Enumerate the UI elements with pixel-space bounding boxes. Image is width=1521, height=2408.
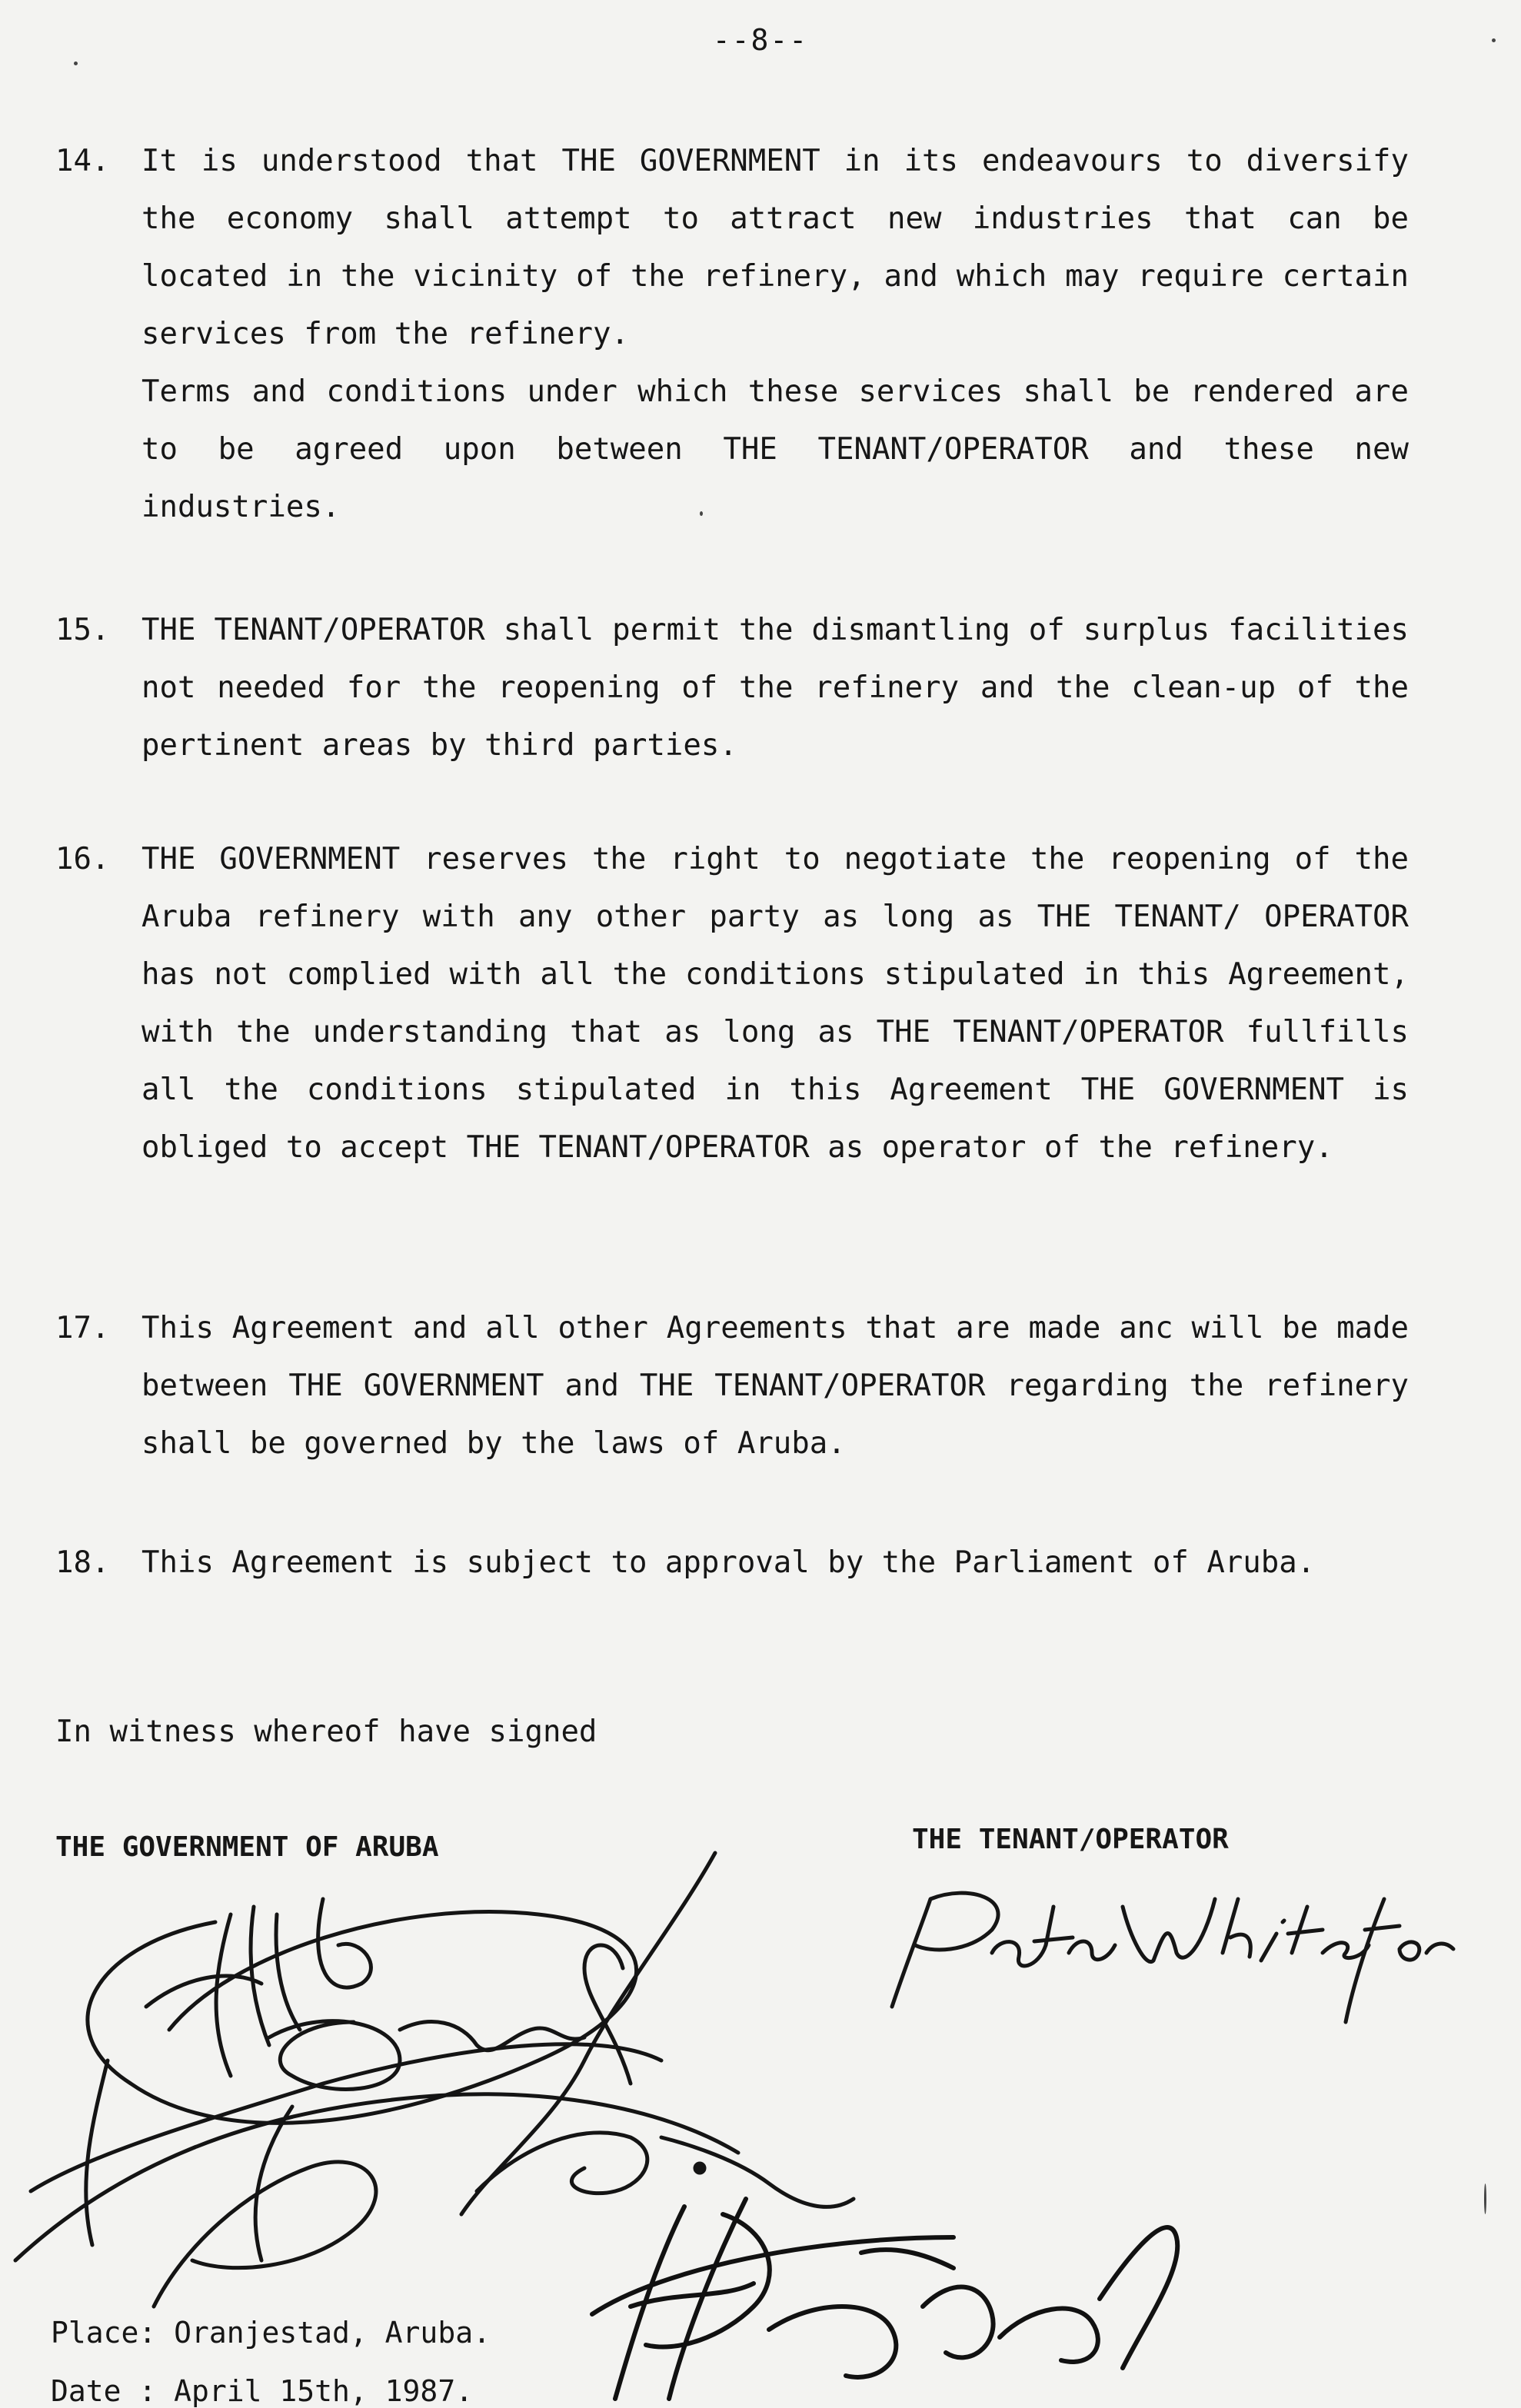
bottom-signature — [492, 2153, 1323, 2407]
clause-paragraph: THE GOVERNMENT reserves the right to negotiate the reopening of the Aruba refinery with any other party as long as THE TENANT/ OPERATOR has not complied with all the conditions stipulated in this Agreement, with the understanding that as long as THE TENANT/OPERATOR fullfills all the conditions stipulated in this Agreement THE GOVERNMENT is obliged to accept THE TENANT/OPERATOR as operator of the refinery. — [141, 842, 1409, 1165]
clause-17 — [55, 1299, 1409, 1472]
scan-speck — [74, 62, 78, 65]
clause-body — [141, 1299, 1409, 1472]
clause-18 — [55, 1534, 1409, 1591]
clause-paragraph: This Agreement is subject to approval by the Parliament of Aruba. — [141, 1545, 1316, 1580]
tenant-signature — [861, 1868, 1461, 2037]
clause-body — [141, 601, 1409, 774]
witness-line: In witness whereof have signed — [55, 1715, 597, 1749]
clause-15 — [55, 601, 1409, 774]
signing-place: Place: Oranjestad, Aruba. — [51, 2316, 491, 2350]
signing-date: Date : April 15th, 1987. — [51, 2374, 474, 2408]
clause-number: 17. — [55, 1311, 110, 1345]
clause-16 — [55, 830, 1409, 1176]
clause-14 — [55, 132, 1409, 536]
scan-speck — [1484, 2183, 1486, 2214]
clause-number: 18. — [55, 1545, 110, 1580]
clause-number: 14. — [55, 144, 110, 178]
clause-paragraph: This Agreement and all other Agreements that are made anc will be made between THE GOVERNMENT and THE TENANT/OPERATOR regarding the refinery shall be governed by the laws of Aruba. — [141, 1311, 1409, 1461]
clause-paragraph: Terms and conditions under which these services shall be rendered are to be agreed upon between THE TENANT/OPERATOR and these new industries. — [141, 374, 1409, 524]
party-tenant-label: THE TENANT/OPERATOR — [912, 1824, 1229, 1855]
clause-paragraph: It is understood that THE GOVERNMENT in its endeavours to diversify the economy shall attempt to attract new industries that can be located in the vicinity of the refinery, and which may require certain services from the refinery. — [141, 144, 1409, 351]
clause-number: 15. — [55, 613, 110, 647]
party-government-label: THE GOVERNMENT OF ARUBA — [55, 1831, 439, 1863]
scan-speck — [1492, 38, 1496, 42]
scan-speck — [700, 511, 703, 516]
page-number: --8-- — [712, 23, 809, 57]
clause-body — [141, 132, 1409, 536]
clause-body — [141, 830, 1409, 1176]
clause-number: 16. — [55, 842, 110, 876]
clause-body — [141, 1534, 1409, 1591]
clause-paragraph: THE TENANT/OPERATOR shall permit the dismantling of surplus facilities not needed for the reopening of the refinery and the clean-up of the pertinent areas by third parties. — [141, 613, 1409, 763]
